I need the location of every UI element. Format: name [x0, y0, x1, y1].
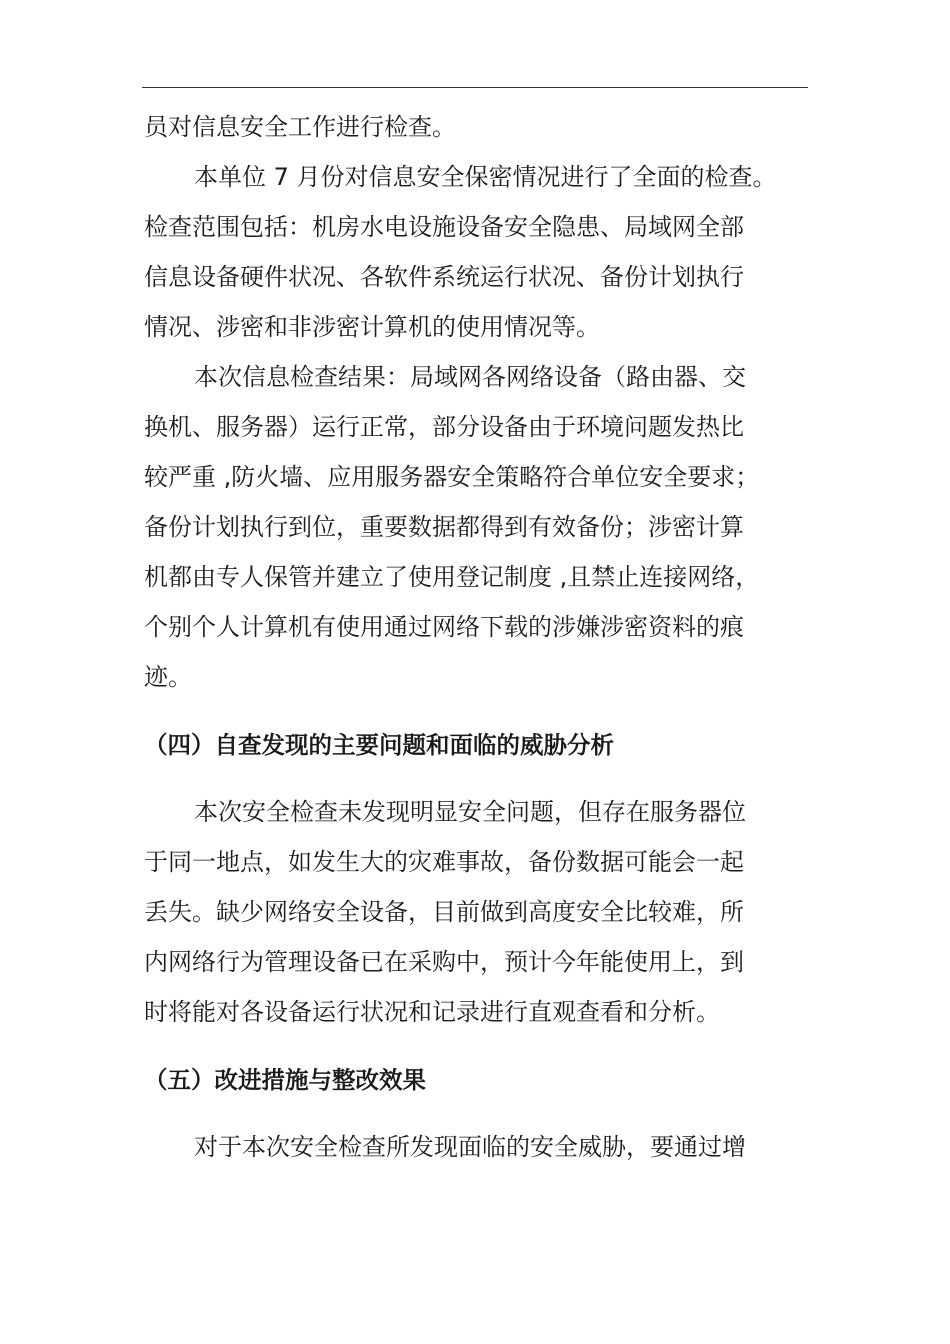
text-line: 员对信息安全工作进行检查。 [144, 113, 456, 141]
paragraph-inspection-result [144, 352, 808, 702]
text-line: 迹。 [144, 663, 192, 691]
text-line: 本次信息检查结果：局域网各网络设备（路由器、交 [194, 363, 746, 391]
section-heading-5: （五）改进措施与整改效果 [144, 1066, 426, 1094]
text-line: 较严重 ,防火墙、应用服务器安全策略符合单位安全要求； [144, 463, 760, 491]
paragraph-measures [144, 1122, 808, 1172]
text-line: 个别个人计算机有使用通过网络下载的涉嫌涉密资料的痕 [144, 613, 744, 641]
text-line: 丢失。缺少网络安全设备，目前做到高度安全比较难，所 [144, 898, 744, 926]
text-line: 机都由专人保管并建立了使用登记制度 ,且禁止连接网络， [144, 563, 760, 591]
paragraph-inspection-scope [144, 152, 808, 352]
text-line: 于同一地点，如发生大的灾难事故，备份数据可能会一起 [144, 848, 744, 876]
text-line: 检查范围包括：机房水电设施设备安全隐患、局域网全部 [144, 213, 744, 241]
text-line: 信息设备硬件状况、各软件系统运行状况、备份计划执行 [144, 263, 744, 291]
header-rule [142, 87, 808, 88]
text-line: 内网络行为管理设备已在采购中，预计今年能使用上，到 [144, 948, 744, 976]
text-line: 备份计划执行到位，重要数据都得到有效备份；涉密计算 [144, 513, 744, 541]
text-line: 时将能对各设备运行状况和记录进行直观查看和分析。 [144, 998, 720, 1026]
text-line: 情况、涉密和非涉密计算机的使用情况等。 [144, 313, 600, 341]
text-line: 换机、服务器）运行正常，部分设备由于环境问题发热比 [144, 413, 744, 441]
text-line: 对于本次安全检查所发现面临的安全威胁，要通过增 [194, 1133, 746, 1161]
document-body [144, 102, 808, 1172]
section-heading-4: （四）自查发现的主要问题和面临的威胁分析 [144, 731, 614, 759]
paragraph-issues [144, 787, 808, 1037]
text-line: 本次安全检查未发现明显安全问题，但存在服务器位 [194, 798, 746, 826]
text-line: 本单位 7 月份对信息安全保密情况进行了全面的检查。 [194, 163, 777, 191]
paragraph-continued [144, 102, 808, 152]
